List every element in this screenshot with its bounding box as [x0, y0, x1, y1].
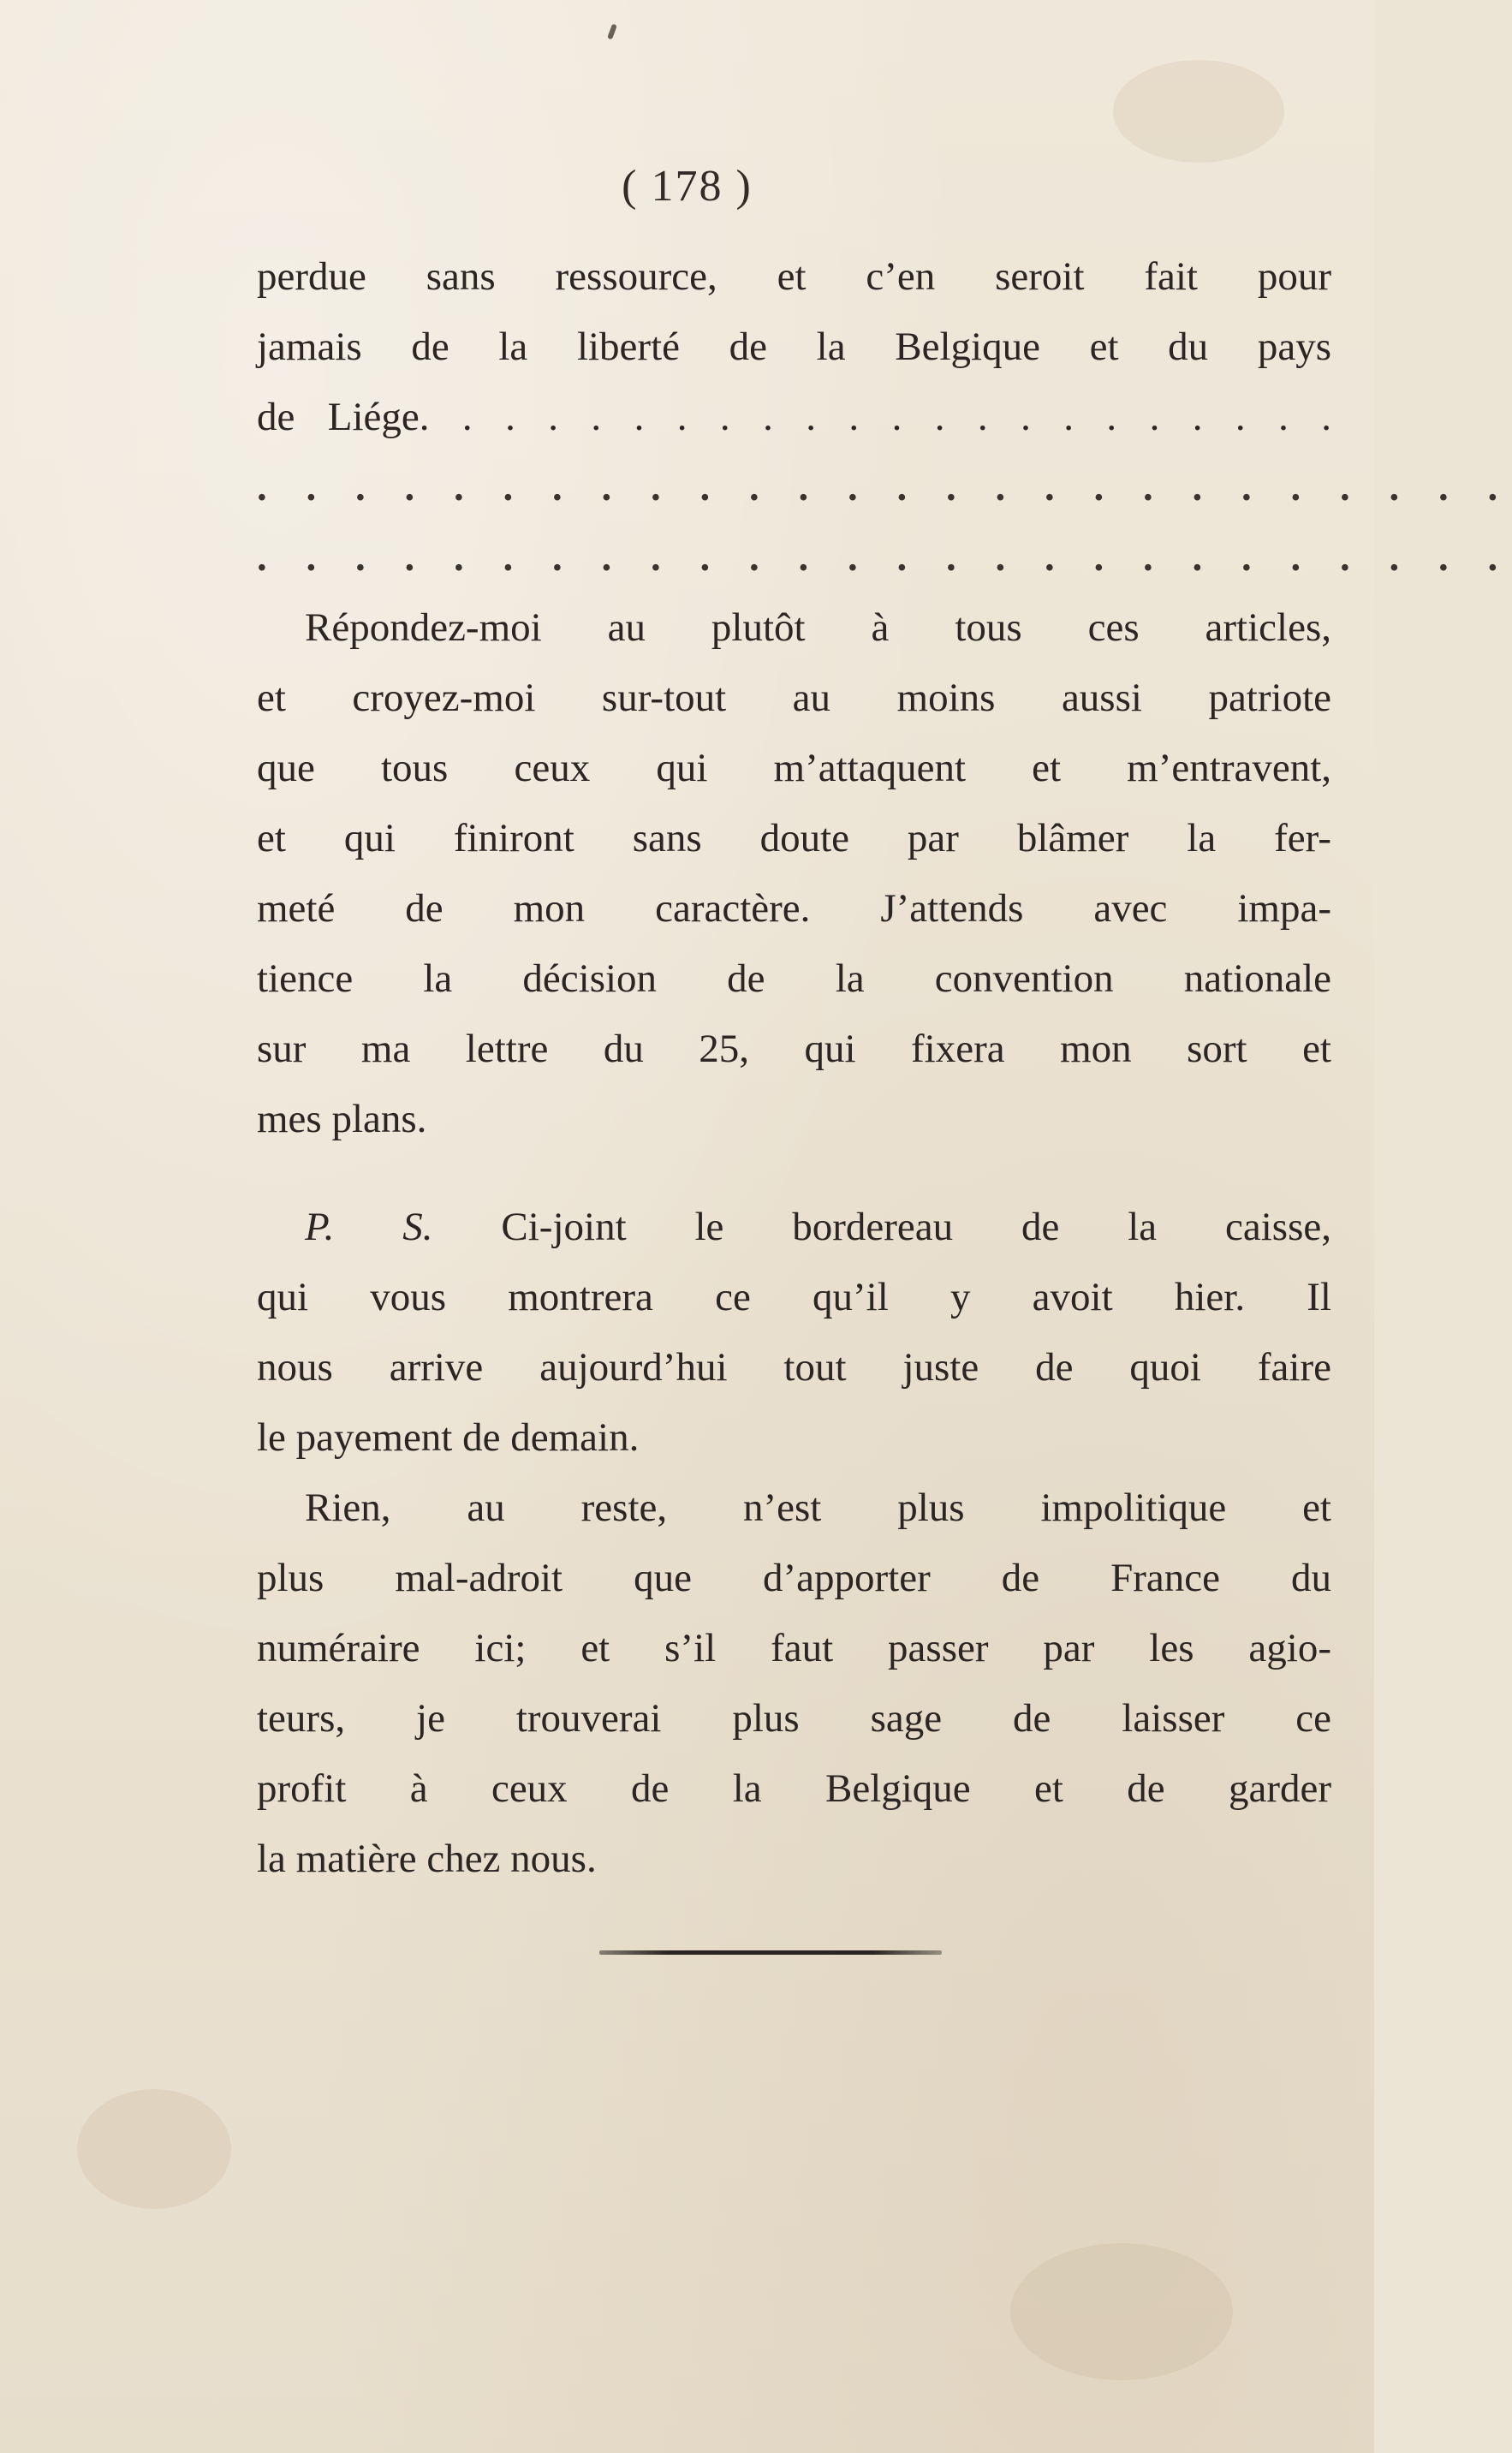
text-line: la matière chez nous. — [257, 1837, 597, 1881]
ink-mark — [607, 24, 617, 40]
postscript-first-line-text: Ci-joint le bordereau de la caisse, — [501, 1205, 1331, 1249]
ellipsis-line: . . . . . . . . . . . . . . . . . . . . . . . . . . — [257, 535, 1512, 580]
text-line: Répondez-moi au plutôt à tous ces articles, — [305, 605, 1331, 650]
postscript-first-line — [257, 1192, 1331, 1262]
text-line: que tous ceux qui m’attaquent et m’entravent, — [257, 746, 1331, 790]
text-line: jamais de la liberté de la Belgique et du pays — [257, 324, 1331, 369]
text-line: perdue sans ressource, et c’en seroit fait pour — [257, 254, 1331, 299]
text-line: numéraire ici; et s’il faut passer par les agio- — [257, 1626, 1331, 1670]
text-line: nous arrive aujourd’hui tout juste de quoi faire — [257, 1345, 1331, 1390]
text-line: meté de mon caractère. J’attends avec impa- — [257, 886, 1331, 931]
paragraph-gap — [257, 1154, 1331, 1192]
body-text — [257, 241, 1512, 1894]
page-number: ( 178 ) — [622, 162, 753, 211]
postscript-label: P. S. — [305, 1205, 433, 1249]
text-line: et qui finiront sans doute par blâmer la fer- — [257, 816, 1331, 860]
text-line: plus mal-adroit que d’apporter de France du — [257, 1556, 1331, 1600]
text-line: mes plans. — [257, 1097, 427, 1141]
text-line: teurs, je trouverai plus sage de laisser ce — [257, 1696, 1331, 1741]
text-line: profit à ceux de la Belgique et de garder — [257, 1766, 1331, 1811]
text-line: de Liége. . . . . . . . . . . . . . . . . . . . . . — [257, 395, 1331, 439]
text-line: Rien, au reste, n’est plus impolitique et — [305, 1485, 1331, 1530]
text-line: sur ma lettre du 25, qui fixera mon sort et — [257, 1027, 1331, 1071]
text-line: et croyez-moi sur-tout au moins aussi patriote — [257, 676, 1331, 720]
ellipsis-line: . . . . . . . . . . . . . . . . . . . . . . . . . . — [257, 465, 1512, 509]
text-line: qui vous montrera ce qu’il y avoit hier. Il — [257, 1275, 1331, 1319]
text-line: tience la décision de la convention nationale — [257, 956, 1331, 1001]
paper-stain — [1010, 2243, 1233, 2380]
end-rule-divider — [599, 1950, 942, 1955]
paper-stain — [77, 2089, 231, 2209]
text-line: le payement de demain. — [257, 1415, 640, 1460]
paper-stain — [1113, 60, 1284, 163]
